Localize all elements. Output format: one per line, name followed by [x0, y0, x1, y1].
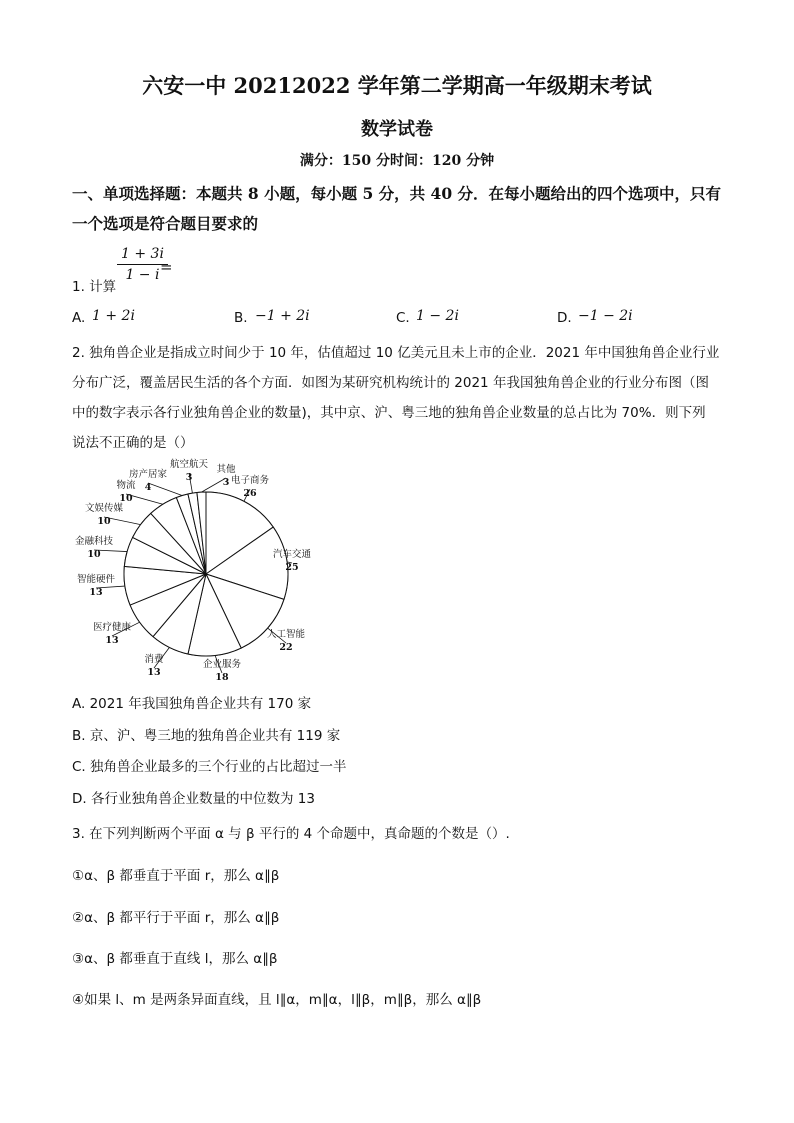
pie-label-7: 智能硬件: [76, 574, 116, 585]
q2-option-b: B. 京、沪、粤三地的独角兽企业共有 119 家: [72, 728, 341, 744]
q1-equals: =: [160, 258, 173, 276]
q3-stem: 3. 在下列判断两个平面 α 与 β 平行的 4 个命题中，真命题的个数是（）.: [72, 826, 510, 842]
pie-label-6: 医疗健康: [92, 622, 132, 633]
q2-stem-line1: 2. 独角兽企业是指成立时间少于 10 年，估值超过 10 亿美元且未上市的企业．2021 年中国独角兽企业行业: [72, 345, 720, 361]
pie-value-9: 10: [97, 516, 111, 527]
pie-label-9: 文娱传媒: [84, 503, 124, 514]
q1-option-a-value: 1 + 2i: [92, 308, 135, 324]
pie-label-3: 人工智能: [266, 629, 306, 640]
q2-stem-line4: 说法不正确的是（）: [72, 435, 194, 451]
q1-option-a-letter: A.: [72, 310, 86, 326]
pie-label-12: 航空航天: [169, 459, 209, 470]
exam-meta: 满分：150 分时间：120 分钟: [299, 153, 495, 169]
q2-option-a: A. 2021 年我国独角兽企业共有 170 家: [72, 696, 312, 712]
pie-leader-11: [148, 483, 182, 496]
pie-value-13: 3: [222, 477, 230, 488]
pie-value-4: 18: [215, 672, 229, 683]
pie-value-3: 22: [279, 642, 293, 653]
q1-numerator: 1 + 3i: [117, 246, 168, 265]
pie-label-10: 物流: [116, 480, 136, 491]
q2-option-d: D. 各行业独角兽企业数量的中位数为 13: [72, 791, 315, 807]
pie-value-2: 25: [285, 562, 299, 573]
pie-value-6: 13: [105, 635, 119, 646]
q1-option-c-letter: C.: [396, 310, 410, 326]
q1-option-b-value: −1 + 2i: [255, 308, 310, 324]
q3-item-1: ①α、β 都垂直于平面 r，那么 α∥β: [72, 868, 280, 884]
pie-label-4: 企业服务: [202, 659, 242, 670]
pie-label-8: 金融科技: [74, 536, 114, 547]
pie-value-5: 13: [147, 667, 161, 678]
pie-label-13: 其他: [216, 464, 236, 475]
q3-item-4: ④如果 l、m 是两条异面直线，且 l∥α，m∥α，l∥β，m∥β，那么 α∥β: [72, 992, 482, 1008]
section-heading-line2: 一个选项是符合题目要求的: [72, 214, 259, 233]
pie-value-8: 10: [87, 549, 101, 560]
pie-label-11: 房产居家: [128, 469, 168, 480]
section-heading-line1: 一、单项选择题：本题共 8 小题，每小题 5 分，共 40 分．在每小题给出的四个选项中，只有: [72, 184, 722, 203]
pie-value-11: 4: [144, 482, 152, 493]
q1-denominator: 1 − i: [125, 267, 160, 283]
q2-stem-line2: 分布广泛，覆盖居民生活的各个方面．如图为某研究机构统计的 2021 年我国独角兽企业的行业分布图（图: [72, 375, 709, 391]
pie-value-10: 10: [119, 493, 133, 504]
pie-label-2: 汽车交通: [272, 549, 312, 560]
q1-option-d-letter: D.: [557, 310, 572, 326]
q2-option-c: C. 独角兽企业最多的三个行业的占比超过一半: [72, 759, 347, 775]
pie-label-1: 电子商务: [230, 475, 270, 486]
q1-option-d-value: −1 − 2i: [578, 308, 633, 324]
q1-option-c-value: 1 − 2i: [416, 308, 459, 324]
q3-item-2: ②α、β 都平行于平面 r，那么 α∥β: [72, 910, 280, 926]
pie-value-12: 3: [185, 472, 193, 483]
pie-label-5: 消费: [144, 654, 164, 665]
pie-value-1: 26: [243, 488, 257, 499]
pie-value-7: 13: [89, 587, 103, 598]
q1-option-b-letter: B.: [234, 310, 248, 326]
page-subtitle: 数学试卷: [361, 119, 433, 140]
q1-label: 1. 计算: [72, 279, 117, 295]
q2-stem-line3: 中的数字表示各行业独角兽企业的数量)，其中京、沪、粤三地的独角兽企业数量的总占比为 70%．则下列: [72, 405, 706, 421]
q3-item-3: ③α、β 都垂直于直线 l，那么 α∥β: [72, 951, 278, 967]
page-title: 六安一中 20212022 学年第二学期高一年级期末考试: [142, 73, 652, 98]
